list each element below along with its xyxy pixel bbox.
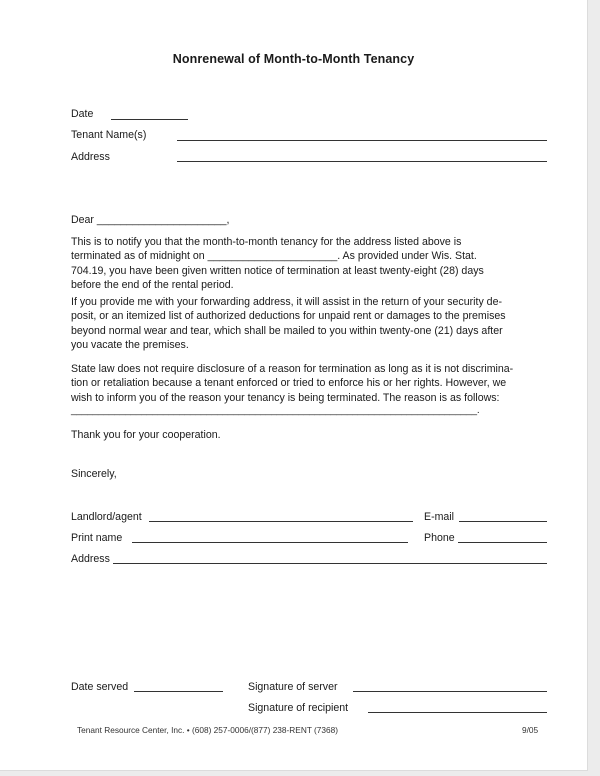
phone-label: Phone <box>424 532 455 544</box>
date-label: Date <box>71 108 94 120</box>
paragraph-line: beyond normal wear and tear, which shall be mailed to you within twenty-one (21) days after <box>71 324 503 337</box>
reason-blank[interactable]: ___________________________________________________________________________. <box>71 405 480 416</box>
print-name-label: Print name <box>71 532 123 544</box>
paragraph-line: 704.19, you have been given written notice of termination at least twenty-eight (28) days <box>71 264 484 277</box>
footer-revision: 9/05 <box>522 725 539 735</box>
closing-text: Sincerely, <box>71 468 117 480</box>
signature-address-line[interactable] <box>113 563 547 564</box>
paragraph-deposit <box>71 295 551 352</box>
salutation-text: Dear <box>71 214 94 226</box>
salutation-line <box>71 213 229 227</box>
paragraph-reason <box>71 362 551 405</box>
landlord-line[interactable] <box>149 521 413 522</box>
address-label: Address <box>71 151 110 163</box>
date-served-line[interactable] <box>134 691 223 692</box>
landlord-label: Landlord/agent <box>71 511 142 523</box>
signature-server-line[interactable] <box>353 691 547 692</box>
date-line[interactable] <box>111 119 188 120</box>
thanks-text: Thank you for your cooperation. <box>71 429 221 441</box>
email-label: E-mail <box>424 511 455 523</box>
paragraph-line: you vacate the premises. <box>71 338 189 351</box>
salutation-blank[interactable]: ______________________, <box>96 214 230 226</box>
email-line[interactable] <box>459 521 547 522</box>
print-name-line[interactable] <box>132 542 408 543</box>
document-title: Nonrenewal of Month-to-Month Tenancy <box>172 52 415 66</box>
tenant-name-line[interactable] <box>177 140 547 141</box>
paragraph-line: If you provide me with your forwarding address, it will assist in the return of your security de- <box>71 296 502 308</box>
paragraph-line: posit, or an itemized list of authorized deductions for unpaid rent or damages to the premises <box>71 310 506 323</box>
phone-line[interactable] <box>458 542 547 543</box>
signature-address-label: Address <box>71 553 110 565</box>
paragraph-notice <box>71 235 551 292</box>
paragraph-line: wish to inform you of the reason your tenancy is being terminated. The reason is as follows: <box>71 391 500 404</box>
tenant-name-label: Tenant Name(s) <box>71 129 147 141</box>
signature-server-label: Signature of server <box>248 681 338 693</box>
paragraph-line: before the end of the rental period. <box>71 278 234 291</box>
signature-recipient-label: Signature of recipient <box>248 702 349 714</box>
paragraph-line: State law does not require disclosure of a reason for termination as long as it is not discrimina- <box>71 363 514 375</box>
paragraph-line: tion or retaliation because a tenant enforced or tried to enforce his or her rights. However, we <box>71 377 507 390</box>
date-served-label: Date served <box>71 681 129 693</box>
paragraph-line: This is to notify you that the month-to-month tenancy for the address listed above is <box>71 236 462 248</box>
address-line[interactable] <box>177 161 547 162</box>
footer-org: Tenant Resource Center, Inc. • (608) 257-0006/(877) 238-RENT (7368) <box>77 725 339 735</box>
signature-recipient-line[interactable] <box>368 712 547 713</box>
paragraph-line: terminated as of midnight on ______________________. As provided under Wis. Stat. <box>71 250 477 263</box>
